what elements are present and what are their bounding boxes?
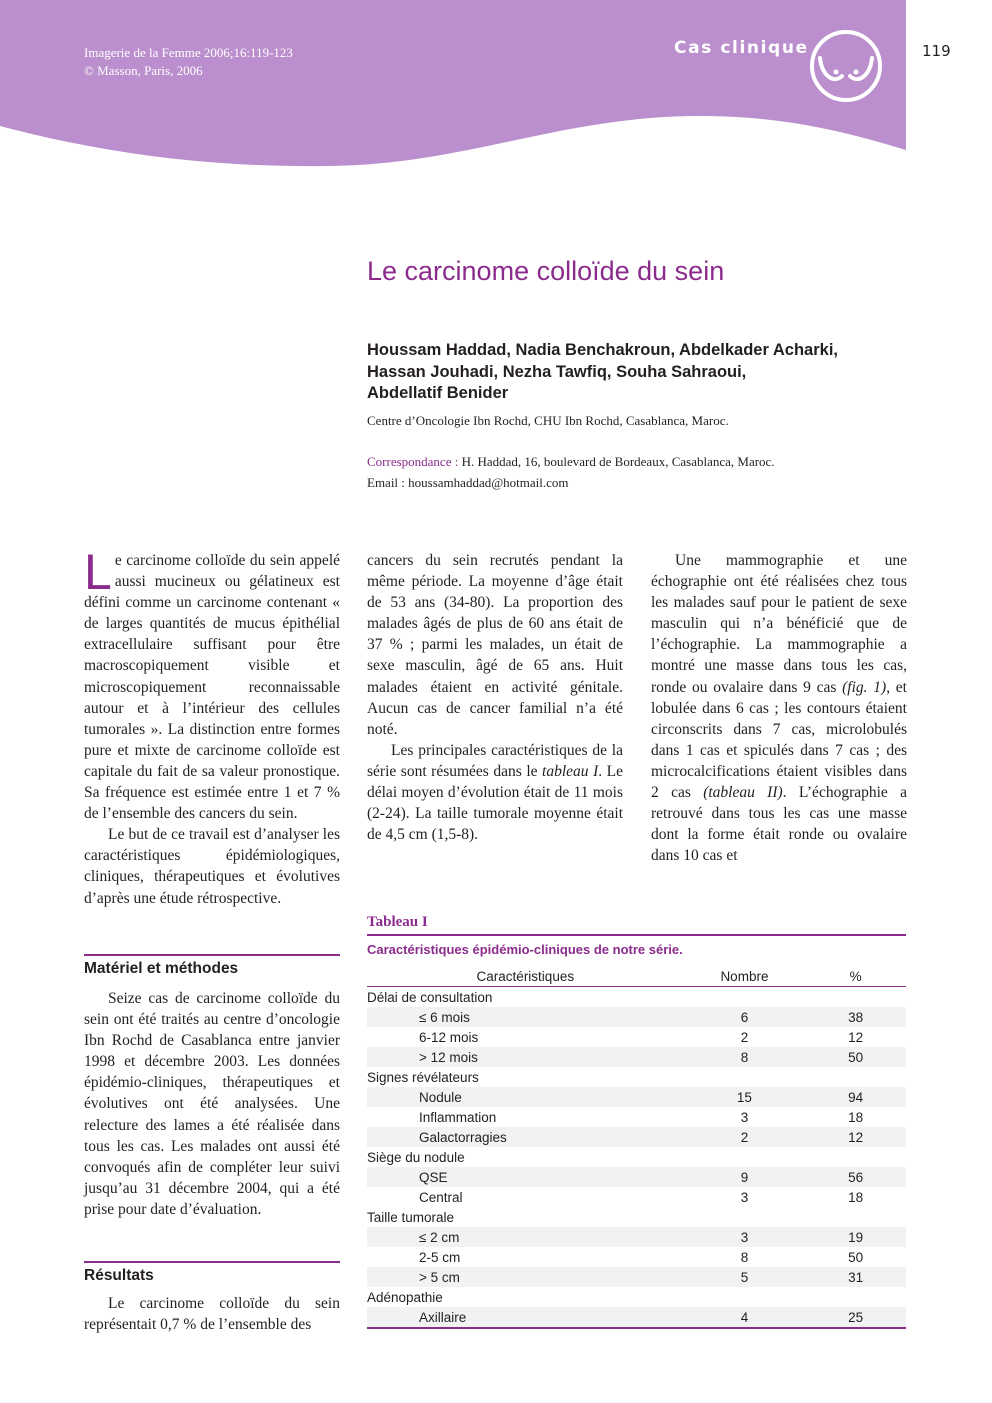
authors-line-3: Abdellatif Benider: [367, 384, 509, 402]
section-label: Cas clinique: [674, 38, 809, 58]
table-ii-reference[interactable]: (tableau II): [703, 784, 783, 802]
table-row: Adénopathie: [367, 1289, 443, 1305]
column-1-intro: [84, 544, 340, 909]
table-row: > 12 mois 8 50: [367, 1047, 906, 1067]
drop-cap: L: [84, 544, 112, 600]
table-header-count: Nombre: [684, 966, 806, 987]
journal-citation: [84, 44, 293, 80]
col2-paragraph-1: cancers du sein recrutés pendant la même période. La moyenne d’âge était de 53 ans (34-80). La proportion des malades âgés de plus de 60 ans était de 37 % ; parmi les malades, un était de sexe masculin, âgé de 65 ans. Huit malades étaient en activité génitale. Aucun cas de cancer familial n’a été noté.: [367, 552, 623, 738]
col3-paragraph: Une mammographie et une échographie ont été réalisées chez tous les malades sauf pour le patient de sexe masculin qui n’a bénéficié que de l’échographie. La mammographie a montré une masse dans tous les cas, ronde ou ovalaire dans 9 cas (fig. 1), et lobulée dans 6 cas ; les contours étaient circonscrits dans 7 cas, microlobulés dans 1 cas et spiculés dans 7 cas ; des microcalcifications étaient visibles dans 2 cas (tableau II). L’échographie a retrouvé dans tous les cas une masse dont la forme était ronde ou ovalaire dans 10 cas et: [651, 552, 907, 865]
table-row: Taille tumorale: [367, 1209, 455, 1225]
page-number: 119: [922, 42, 951, 60]
table-caption: Caractéristiques épidémio-cliniques de notre série.: [367, 934, 906, 966]
correspondence: [367, 451, 775, 493]
results-paragraph: [84, 1293, 340, 1335]
table-row: ≤ 6 mois 6 38: [367, 1007, 906, 1027]
email-label: Email :: [367, 475, 405, 490]
results-text: Le carcinome colloïde du sein représentait 0,7 % de l’ensemble des: [84, 1295, 340, 1334]
column-3-text: [651, 550, 907, 866]
affiliation: Centre d’Oncologie Ibn Rochd, CHU Ibn Rochd, Casablanca, Maroc.: [367, 413, 729, 428]
authors-line-2: Hassan Jouhadi, Nezha Tawfiq, Souha Sahraoui,: [367, 362, 747, 381]
authors-line-1: Houssam Haddad, Nadia Benchakroun, Abdelkader Acharki,: [367, 341, 838, 359]
table-row: > 5 cm 5 31: [367, 1267, 906, 1287]
journal-line-2: © Masson, Paris, 2006: [84, 63, 203, 78]
intro-paragraph-1: e carcinome colloïde du sein appelé aussi mucineux ou gélatineux est défini comme un carcinome contenant « de larges quantités de mucus épithélial extracellulaire suffisant pour être macroscopiquement visible et microscopiquement reconnaissable autour et à l’intérieur des cellules tumorales ». La distinction entre formes pure et mixte de carcinome colloïde est capitale du fait de sa valeur pronostique. Sa fréquence est estimée entre 1 et 7 % de l’ensemble des cancers du sein.: [84, 552, 340, 823]
table-row: QSE 9 56: [367, 1167, 906, 1187]
table-i: [367, 934, 906, 1329]
methods-text: Seize cas de carcinome colloïde du sein ont été traités au centre d’oncologie Ibn Rochd de Casablanca entre janvier 1998 et décembre 2003. Les données épidémio-cliniques, thérapeutiques et évolutives ont été analysées. Une relecture des lames a été réalisée dans tous les cas. Les malades ont aussi été convoqués afin de compléter leur suivi jusqu’au 31 décembre 2004, qui a été prise pour date d’évaluation.: [84, 990, 340, 1218]
results-heading: Résultats: [84, 1261, 340, 1285]
table-row: Siège du nodule: [367, 1149, 465, 1165]
table-row: 2-5 cm 8 50: [419, 1249, 864, 1265]
col2-paragraph-2: Les principales caractéristiques de la série sont résumées dans le tableau I. Le délai moyen d’évolution était de 11 mois (2-24). La taille tumorale moyenne était de 4,5 cm (1,5-8).: [367, 741, 624, 844]
email-address[interactable]: houssamhaddad@hotmail.com: [408, 475, 569, 490]
table-row: Délai de consultation: [367, 989, 493, 1005]
column-2-text: [367, 550, 623, 845]
methods-heading: Matériel et méthodes: [84, 954, 340, 978]
author-list: [367, 340, 907, 405]
table-header-percent: %: [805, 966, 906, 987]
article-title: Le carcinome colloïde du sein: [367, 256, 725, 286]
breast-logo-icon: [808, 28, 884, 104]
table-body: [367, 966, 906, 1329]
methods-paragraph: [84, 988, 340, 1220]
table-row: Galactorragies 2 12: [367, 1127, 906, 1147]
table-row: 6-12 mois 2 12: [419, 1029, 864, 1045]
correspondence-address: H. Haddad, 16, boulevard de Bordeaux, Casablanca, Maroc.: [461, 454, 775, 469]
figure-reference[interactable]: (fig. 1): [842, 678, 887, 696]
table-row: Nodule 15 94: [367, 1087, 906, 1107]
journal-line-1: Imagerie de la Femme 2006;16:119-123: [84, 45, 293, 60]
table-row: ≤ 2 cm 3 19: [367, 1227, 906, 1247]
table-row: Axillaire 4 25: [367, 1307, 906, 1328]
table-label: Tableau I: [367, 914, 428, 930]
table-reference[interactable]: tableau I: [542, 762, 599, 780]
intro-paragraph-2: Le but de ce travail est d’analyser les caractéristiques épidémiologiques, cliniques, thérapeutiques et évolutives d’après une étude rétrospective.: [84, 826, 340, 907]
table-row: Inflammation 3 18: [419, 1109, 864, 1125]
table-row: Central 3 18: [419, 1189, 864, 1205]
table-row: Signes révélateurs: [367, 1069, 479, 1085]
correspondence-label: Correspondance :: [367, 454, 459, 469]
table-header-characteristics: Caractéristiques: [367, 966, 684, 987]
